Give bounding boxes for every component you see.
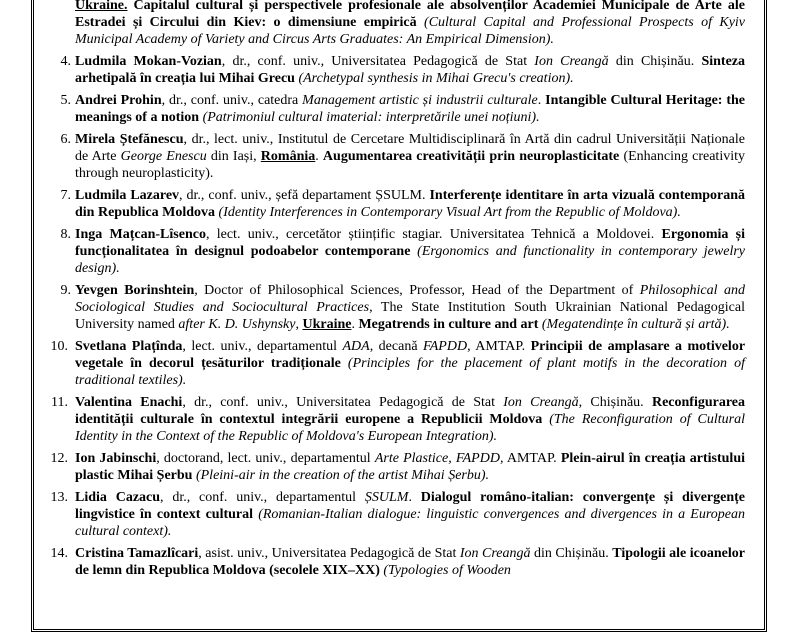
author-name: Valentina Enachi <box>75 395 183 410</box>
affiliation: din Iași, <box>206 149 261 164</box>
list-item: 6. Mirela Ștefănescu, dr., lect. univ., Institutul de Cercetare Multidisciplinară în Artă din cadrul Universității Naționale de Arte George Enescu din Iași, România. Augumentarea creativității prin neuroplasticitate (Enhancing creativity through neuroplasticity). <box>75 131 745 182</box>
list-item <box>60 226 745 277</box>
department-name: ADA <box>342 339 370 354</box>
list-item <box>75 0 745 48</box>
title-translation: (Archetypal synthesis in Mihai Grecu's creation). <box>298 71 574 86</box>
list-item <box>51 394 746 445</box>
author-name: Mirela Ștefănescu <box>75 132 184 147</box>
paper-title: Capitalul cultural și perspectivele profesionale ale absolvenților Academiei Municipale de Arte ale Estradei și Circului din Kiev: o dimensiune empirică <box>75 0 745 30</box>
item-number: 6. <box>60 132 71 147</box>
institution-name: after K. D. Ushynsky <box>178 317 296 332</box>
paper-title: Sinteza arhetipală în creația lui Mihai Grecu <box>75 54 746 86</box>
affiliation: , dr., lect. univ., Institutul de Cercetare Multidisciplinară în Artă din cadrul Universității Naționale de Arte <box>75 132 745 164</box>
affiliation: . <box>408 490 412 505</box>
paper-title: Intangible Cultural Heritage: the meanings of a notion <box>75 93 745 125</box>
author-name: Yevgen Borinshtein <box>75 283 195 298</box>
department-name: Management artistic și industrii culturale <box>302 93 538 108</box>
department-name: Arte Plastice, FAPDD <box>374 451 500 466</box>
title-translation: (Enhancing creativity through neuroplasticity). <box>75 149 745 181</box>
title-translation: (Romanian-Italian dialogue: linguistic convergences and divergences in a European cultural context). <box>75 507 746 539</box>
item-number: 14. <box>50 546 68 561</box>
item-number: 4. <box>60 54 71 69</box>
paper-title: Interferențe identitare în arta vizuală contemporană din Republica Moldova <box>75 188 746 220</box>
item-number: 5. <box>60 93 71 108</box>
item-number: 13. <box>50 490 68 505</box>
paper-title: Megatrends in culture and art <box>358 317 539 332</box>
author-name: Lidia Cazacu <box>75 490 161 505</box>
title-translation: (Ergonomics and functionality in contemporary jewelry design). <box>75 244 745 276</box>
title-translation: (Principles for the placement of plant motifs in the decoration of traditional textiles). <box>75 356 745 388</box>
faculty-name: FAPDD <box>423 339 468 354</box>
country: România <box>260 149 316 164</box>
paper-title: Augumentarea creativității prin neuroplasticitate <box>322 149 620 164</box>
affiliation: , dr., conf. univ., departamentul <box>160 490 365 505</box>
author-name: Svetlana Plațînda <box>75 339 183 354</box>
affiliation: , asist. univ., Universitatea Pedagogică de Stat <box>198 546 460 561</box>
affiliation: . <box>537 93 542 108</box>
list-item <box>50 545 745 579</box>
affiliation: , The State Institution South Ukrainian National Pedagogical University named <box>75 300 745 332</box>
affiliation: , dr., conf. univ., șefă departament ȘSULM. <box>179 188 426 203</box>
paper-title: Principii de amplasare a motivelor vegetale în decorul țesăturilor tradiționale <box>75 339 746 371</box>
title-translation: (Pleini-air in the creation of the artist Mihai Șerbu). <box>195 468 490 483</box>
item-number: 11. <box>51 395 68 410</box>
institution-name: Ion Creangă <box>459 546 531 561</box>
affiliation: , lect. univ., cercetător științific stagiar. Universitatea Tehnică a Moldovei. <box>205 227 655 242</box>
institution-name: Ion Creangă <box>503 395 579 410</box>
title-translation: (Identity Interferences in Contemporary Visual Art from the Republic of Moldova). <box>218 205 681 220</box>
paper-title: Tipologii ale icoanelor de lemn din Republica Moldova (secolele XIX–XX) <box>75 546 745 578</box>
list-item <box>50 489 746 540</box>
institution-name: Ion Creangă <box>534 54 609 69</box>
affiliation: , Chișinău. <box>578 395 644 410</box>
title-translation: (The Reconfiguration of Cultural Identity in the Context of the Republic of Moldova's European Integration). <box>75 412 745 444</box>
affiliation: , lect. univ., departamentul <box>182 339 343 354</box>
paper-title: Ergonomia și funcționalitatea în designul podoabelor contemporane <box>75 227 745 259</box>
list-item <box>60 53 746 87</box>
affiliation: , doctorand, lect. univ., departamentul <box>156 451 375 466</box>
affiliation: , dr., conf. univ., catedra <box>161 93 303 108</box>
list-item <box>60 92 745 126</box>
affiliation: , Doctor of Philosophical Sciences, Professor, Head of the Department of <box>194 283 640 298</box>
list-item <box>60 187 746 221</box>
program-list <box>50 0 746 584</box>
institution-name: George Enescu <box>120 149 207 164</box>
item-number: 8. <box>60 227 71 242</box>
affiliation: , dr., conf. univ., Universitatea Pedagogică de Stat <box>182 395 504 410</box>
list-item <box>50 450 745 484</box>
affiliation: , <box>295 317 303 332</box>
paper-title: Dialogul româno-italian: convergențe și divergențe lingvistice în context cultural <box>75 490 745 522</box>
item-number: 7. <box>60 188 71 203</box>
author-name: Ludmila Lazarev <box>75 188 180 203</box>
list-item <box>50 338 746 389</box>
country: Ukraine. <box>75 0 128 13</box>
title-translation: (Typologies of Wooden <box>383 563 511 578</box>
item-number: 9. <box>60 283 71 298</box>
list-item: 9. Yevgen Borinshtein, Doctor of Philosophical Sciences, Professor, Head of the Department of Philosophical and Sociological Studies and Sociocultural Practices, The State Institution South Ukrainian National Pedagogical University named after K. D. Ushynsky, Ukraine. Megatrends in culture and art (Megatendințe în cultură și artă). <box>75 282 745 333</box>
title-translation: (Megatendințe în cultură și artă). <box>541 317 730 332</box>
paper-title: Plein-airul în creația artistului plastic Mihai Șerbu <box>75 451 745 483</box>
affiliation: din Chișinău. <box>608 54 695 69</box>
author-name: Inga Mațcan-Lîsenco <box>75 227 206 242</box>
author-name: Cristina Tamazlîcari <box>75 546 199 561</box>
author-name: Andrei Prohin <box>75 93 162 108</box>
affiliation: , decană <box>369 339 423 354</box>
country: Ukraine <box>302 317 352 332</box>
title-translation: (Cultural Capital and Professional Prospects of Kyiv Municipal Academy of Variety and Circus Arts Graduates: An Empirical Dimension). <box>75 15 746 47</box>
affiliation: , AMTAP. <box>467 339 526 354</box>
item-number: 10. <box>50 339 68 354</box>
author-name: Ludmila Mokan-Vozian <box>75 54 222 69</box>
affiliation: , dr., conf. univ., Universitatea Pedagogică de Stat <box>221 54 535 69</box>
paper-title: Reconfigurarea identității culturale în contextul integrării europene a Republicii Moldova <box>75 395 746 427</box>
affiliation: , AMTAP. <box>499 451 557 466</box>
affiliation: din Chișinău. <box>530 546 609 561</box>
item-number: 12. <box>50 451 68 466</box>
department-name: Philosophical and Sociological Studies and Sociocultural Practices <box>75 283 745 315</box>
title-translation: (Patrimoniul cultural imaterial: interpretările unei noțiuni). <box>202 110 540 125</box>
department-name: ȘSULM <box>364 490 409 505</box>
author-name: Ion Jabinschi <box>75 451 157 466</box>
